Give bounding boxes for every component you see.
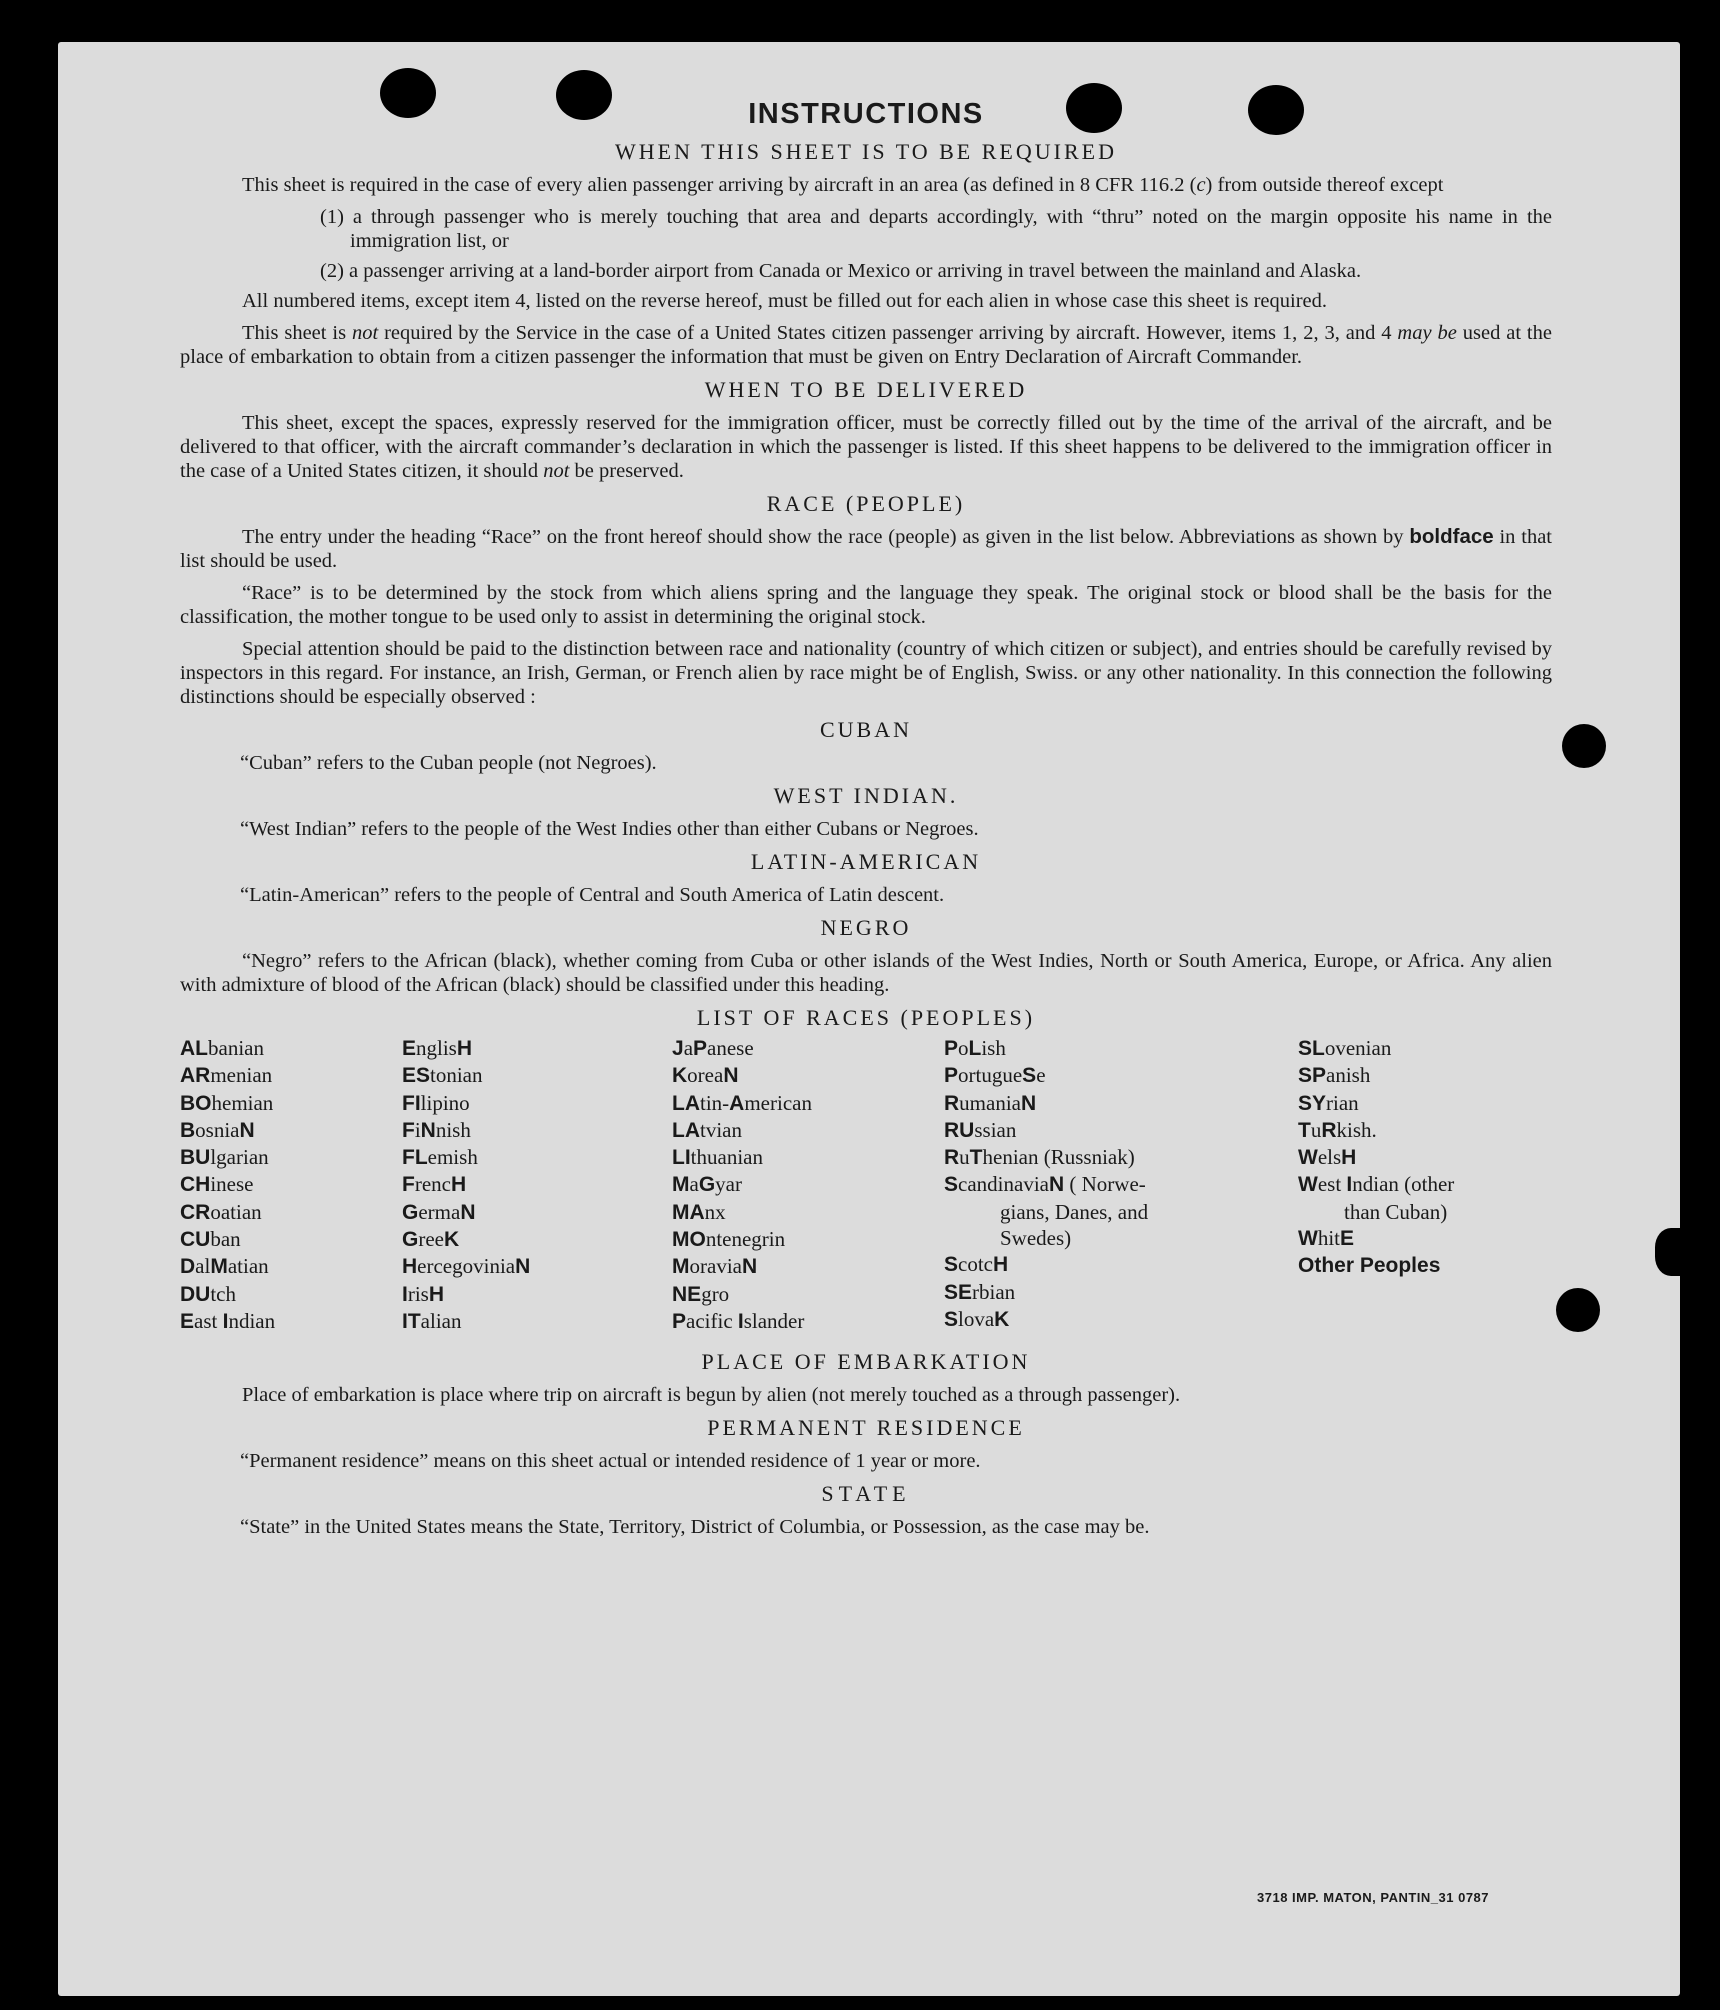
- race-abbrev: R: [944, 1091, 960, 1115]
- race-text: ban: [210, 1227, 241, 1252]
- race-abbrev: SL: [1298, 1037, 1325, 1060]
- race-item: [944, 1251, 1148, 1278]
- race-abbrev: N: [460, 1200, 476, 1224]
- race-abbrev: P: [693, 1037, 708, 1060]
- race-text: kish.: [1336, 1117, 1377, 1142]
- race-text: ercegovinia: [417, 1254, 516, 1279]
- race-abbrev: I: [737, 1309, 744, 1333]
- race-item: [180, 1144, 275, 1171]
- race-text: yar: [715, 1172, 742, 1197]
- section-heading-cuban: CUBAN: [819, 717, 912, 742]
- race-item: [402, 1144, 530, 1171]
- paragraph: [180, 525, 1552, 573]
- race-text: e: [1036, 1063, 1046, 1088]
- race-text: els: [1317, 1145, 1342, 1170]
- race-abbrev: F: [402, 1118, 415, 1142]
- race-abbrev: S: [944, 1253, 959, 1277]
- race-text: henian (Russniak): [982, 1145, 1135, 1170]
- race-text: atian: [227, 1254, 269, 1279]
- race-abbrev: H: [1341, 1146, 1357, 1170]
- race-abbrev: B: [180, 1118, 196, 1142]
- race-text: lova: [958, 1306, 995, 1331]
- race-item: [944, 1199, 1148, 1225]
- race-abbrev: W: [1298, 1227, 1318, 1251]
- paragraph: “Latin-American” refers to the people of Central and South America of Latin descent.: [240, 884, 945, 906]
- punch-hole: [1556, 1288, 1600, 1332]
- race-column: [180, 1035, 275, 1335]
- race-item: [402, 1117, 530, 1144]
- race-item: [180, 1253, 275, 1280]
- race-item: [1298, 1144, 1454, 1171]
- race-abbrev: P: [672, 1309, 687, 1333]
- text: This sheet, except the spaces, expressly reserved for the immigration officer, must be correctly filled out by the time of the arrival of the aircraft, and be delivered to that officer, with the aircraft commander’s declaration in which the passenger is listed. If this sheet happens to be delivered to the immigration officer in the case of a United States citizen, it should: [180, 412, 1552, 482]
- race-abbrev: M: [672, 1255, 690, 1279]
- section-heading-embarkation: PLACE OF EMBARKATION: [701, 1349, 1031, 1374]
- race-text: ( Norwe-: [1064, 1172, 1146, 1197]
- race-text: u: [1310, 1117, 1322, 1142]
- race-text: ndian: [228, 1308, 276, 1333]
- race-abbrev: J: [672, 1037, 684, 1060]
- race-text: thuanian: [690, 1145, 763, 1170]
- race-item: [944, 1279, 1148, 1306]
- paragraph: [180, 411, 1552, 483]
- race-abbrev: N: [741, 1255, 758, 1279]
- race-abbrev: BO: [180, 1091, 212, 1115]
- race-column: [672, 1035, 812, 1335]
- punch-hole: [1562, 724, 1606, 768]
- race-item: [1298, 1199, 1454, 1225]
- race-text: hit: [1317, 1226, 1340, 1251]
- race-abbrev: FI: [402, 1091, 421, 1115]
- race-abbrev: IT: [402, 1309, 421, 1333]
- race-item: [1298, 1035, 1454, 1062]
- race-abbrev: G: [698, 1173, 716, 1197]
- page-notch: [1655, 1228, 1695, 1276]
- race-list: [180, 1035, 1552, 1341]
- race-item: [180, 1171, 275, 1198]
- race-item: [672, 1226, 812, 1253]
- race-text: rian: [1326, 1090, 1359, 1115]
- race-abbrev: N: [515, 1255, 531, 1279]
- section-heading-residence: PERMANENT RESIDENCE: [707, 1415, 1025, 1440]
- race-abbrev: N: [1048, 1173, 1065, 1197]
- race-abbrev: P: [944, 1037, 959, 1060]
- text-bold: boldface: [1409, 525, 1494, 548]
- exception-item-2: (2) a passenger arriving at a land-border airport from Canada or Mexico or arriving in travel between the mainland and Alaska.: [320, 260, 1362, 282]
- race-text: oravia: [689, 1254, 742, 1279]
- race-abbrev: SP: [1298, 1064, 1327, 1088]
- race-item: [944, 1225, 1148, 1251]
- race-abbrev: R: [1321, 1118, 1337, 1142]
- race-item: [402, 1090, 530, 1117]
- race-abbrev: W: [1298, 1173, 1318, 1197]
- race-text: cotc: [958, 1252, 993, 1277]
- paragraph: “Permanent residence” means on this sheet actual or intended residence of 1 year or more.: [240, 1450, 981, 1472]
- race-item: [672, 1144, 812, 1171]
- race-abbrev: T: [1298, 1118, 1311, 1142]
- race-text: merican: [744, 1090, 812, 1115]
- race-item: [402, 1062, 530, 1089]
- text: ) from outside thereof except: [1205, 174, 1444, 196]
- race-abbrev: S: [944, 1173, 959, 1197]
- race-abbrev: H: [456, 1037, 473, 1060]
- section-heading-west-indian: WEST INDIAN.: [773, 783, 959, 808]
- paragraph: “Negro” refers to the African (black), whether coming from Cuba or other islands of the West Indies, North or South America, Europe, or Africa. Any alien with admixture of blood of the African (black) should be classified under this heading.: [180, 950, 1552, 996]
- race-item: [180, 1090, 275, 1117]
- race-item: [944, 1090, 1148, 1117]
- race-text: al: [195, 1254, 211, 1279]
- race-item: [672, 1090, 812, 1117]
- paragraph: [180, 173, 1552, 197]
- race-abbrev: I: [222, 1309, 229, 1333]
- race-text: anish: [1326, 1063, 1371, 1088]
- race-abbrev: H: [450, 1173, 467, 1197]
- race-text: menian: [210, 1063, 273, 1088]
- paragraph: Special attention should be paid to the distinction between race and nationality (country of which citizen or subject), and entries should be carefully revised by inspectors in this regard. For instance, an Irish, German, or French alien by race might be of English, Swiss. or any other nationality. In this connection the following distinctions should be especially observed :: [180, 638, 1552, 708]
- race-abbrev: MA: [672, 1200, 705, 1224]
- race-abbrev: N: [420, 1118, 436, 1142]
- race-abbrev: LI: [672, 1146, 691, 1170]
- race-abbrev: I: [1346, 1173, 1353, 1197]
- race-item: [944, 1171, 1148, 1198]
- race-item: [180, 1035, 275, 1062]
- race-abbrev: H: [402, 1255, 418, 1279]
- race-item: [180, 1226, 275, 1253]
- race-item: [944, 1306, 1148, 1333]
- race-text: anese: [707, 1036, 754, 1060]
- race-text: renc: [414, 1172, 451, 1197]
- race-text: ortugue: [958, 1063, 1023, 1088]
- race-text: ssian: [974, 1117, 1017, 1142]
- race-abbrev: W: [1298, 1146, 1318, 1170]
- race-abbrev: G: [402, 1200, 419, 1224]
- race-abbrev: K: [672, 1064, 688, 1088]
- race-text: tonian: [430, 1063, 483, 1088]
- race-abbrev: P: [944, 1064, 959, 1088]
- race-abbrev: M: [210, 1255, 228, 1279]
- section-heading-list-of-races: LIST OF RACES (PEOPLES): [696, 1005, 1036, 1030]
- race-text: hemian: [211, 1090, 274, 1115]
- race-abbrev: CR: [180, 1200, 211, 1224]
- race-text: lgarian: [210, 1145, 269, 1170]
- race-text: candinavia: [958, 1172, 1049, 1197]
- race-text: a: [683, 1036, 694, 1060]
- race-abbrev: BU: [180, 1146, 211, 1170]
- race-text: banian: [208, 1036, 264, 1060]
- race-item: [672, 1171, 812, 1198]
- text: The entry under the heading “Race” on the front hereof should show the race (people) as given in the list below. Abbreviations as shown by: [242, 526, 1410, 548]
- page-title: INSTRUCTIONS: [748, 98, 984, 130]
- race-text: than Cuban): [1344, 1199, 1448, 1224]
- race-text: ree: [418, 1227, 444, 1252]
- race-abbrev: AL: [180, 1037, 208, 1060]
- race-text: lipino: [420, 1090, 470, 1115]
- race-text: acific: [686, 1308, 738, 1333]
- text: This sheet is: [242, 322, 352, 344]
- race-text: est: [1317, 1172, 1347, 1197]
- race-text: i: [414, 1117, 421, 1142]
- race-text: alian: [420, 1308, 462, 1333]
- race-abbrev: E: [402, 1037, 417, 1060]
- race-item: [180, 1117, 275, 1144]
- race-abbrev: M: [672, 1173, 690, 1197]
- race-item: [402, 1199, 530, 1226]
- race-abbrev: E: [1340, 1227, 1355, 1251]
- race-item: [672, 1253, 812, 1280]
- race-abbrev: N: [239, 1118, 255, 1142]
- race-abbrev: DU: [180, 1282, 211, 1306]
- race-text: gro: [701, 1281, 730, 1306]
- race-text: ish: [981, 1036, 1006, 1060]
- race-abbrev: LA: [672, 1091, 700, 1115]
- race-text: a: [689, 1172, 699, 1197]
- race-item: [402, 1253, 530, 1280]
- paragraph: “West Indian” refers to the people of the West Indies other than either Cubans or Negroes.: [240, 818, 979, 840]
- race-text: rbian: [972, 1279, 1016, 1304]
- race-text: u: [959, 1145, 970, 1170]
- race-item: [944, 1035, 1148, 1062]
- race-item: [1298, 1090, 1454, 1117]
- race-item: [672, 1199, 812, 1226]
- race-text: tin-: [700, 1090, 730, 1115]
- paragraph: All numbered items, except item 4, listed on the reverse hereof, must be filled out for each alien in whose case this sheet is required.: [242, 290, 1328, 312]
- race-text: ntenegrin: [705, 1227, 786, 1252]
- text: This sheet is required in the case of every alien passenger arriving by aircraft in an area (as defined in 8 CFR 116.2 (: [242, 174, 1197, 196]
- section-heading-negro: NEGRO: [820, 915, 912, 940]
- race-text: ris: [407, 1281, 429, 1306]
- race-text: umania: [959, 1090, 1021, 1115]
- race-item: [180, 1199, 275, 1226]
- race-item: [672, 1035, 812, 1062]
- race-text: nish: [435, 1117, 471, 1142]
- race-item: [180, 1062, 275, 1089]
- race-text: slander: [743, 1308, 805, 1333]
- race-column: [944, 1035, 1148, 1333]
- paragraph: “Cuban” refers to the Cuban people (not Negroes).: [240, 752, 657, 774]
- race-text: nx: [704, 1199, 726, 1224]
- race-column: [402, 1035, 530, 1335]
- race-abbrev: I: [402, 1282, 408, 1306]
- race-text: ovenian: [1324, 1036, 1392, 1060]
- race-abbrev: SY: [1298, 1091, 1327, 1115]
- race-item: [944, 1117, 1148, 1144]
- race-item: [1298, 1225, 1454, 1252]
- race-abbrev: R: [944, 1146, 960, 1170]
- race-abbrev: FL: [402, 1146, 428, 1170]
- paragraph: Place of embarkation is place where trip on aircraft is begun by alien (not merely touched as a through passenger).: [242, 1384, 1181, 1406]
- race-abbrev: S: [944, 1307, 959, 1331]
- race-text: osnia: [195, 1117, 240, 1142]
- text-italic: may be: [1397, 322, 1457, 344]
- instructions-content: [180, 98, 1552, 1547]
- race-item: [1298, 1252, 1454, 1279]
- race-abbrev: A: [729, 1091, 745, 1115]
- race-abbrev: SE: [944, 1280, 973, 1304]
- race-abbrev: G: [402, 1228, 419, 1252]
- race-abbrev: E: [180, 1309, 195, 1333]
- race-text: gians, Danes, and: [1000, 1199, 1149, 1224]
- race-abbrev: H: [993, 1253, 1009, 1277]
- race-abbrev: D: [180, 1255, 196, 1279]
- race-text: nglis: [416, 1036, 457, 1060]
- text-italic: not: [351, 322, 379, 344]
- race-abbrev: NE: [672, 1282, 702, 1306]
- race-item: [402, 1171, 530, 1198]
- race-abbrev: F: [402, 1173, 415, 1197]
- race-item: [1298, 1117, 1454, 1144]
- race-text: o: [958, 1036, 969, 1060]
- race-abbrev: Other Peoples: [1298, 1254, 1441, 1278]
- race-item: [402, 1226, 530, 1253]
- paragraph: “Race” is to be determined by the stock from which aliens spring and the language they speak. The original stock or blood shall be the basis for the classification, the mother tongue to be used only to assist in determining the original stock.: [180, 582, 1552, 628]
- text-italic: c: [1196, 174, 1206, 196]
- race-abbrev: AR: [180, 1064, 211, 1088]
- race-item: [1298, 1062, 1454, 1089]
- text: be preserved.: [569, 460, 684, 482]
- race-text: oatian: [210, 1199, 262, 1224]
- race-item: [672, 1308, 812, 1335]
- race-abbrev: L: [968, 1037, 982, 1060]
- race-item: [1298, 1171, 1454, 1198]
- race-item: [944, 1062, 1148, 1089]
- section-heading-latin-american: LATIN-AMERICAN: [750, 849, 982, 874]
- race-text: ast: [194, 1308, 223, 1333]
- race-item: [672, 1117, 812, 1144]
- race-item: [180, 1281, 275, 1308]
- race-abbrev: K: [994, 1307, 1010, 1331]
- race-text: inese: [210, 1172, 254, 1197]
- race-abbrev: RU: [944, 1118, 975, 1142]
- race-abbrev: CU: [180, 1228, 211, 1252]
- race-abbrev: K: [443, 1228, 460, 1252]
- race-text: emish: [427, 1145, 478, 1170]
- race-text: tch: [210, 1281, 236, 1306]
- section-heading-race: RACE (PEOPLE): [766, 491, 966, 516]
- race-column: [1298, 1035, 1454, 1280]
- text-italic: not: [543, 460, 570, 482]
- race-item: [180, 1308, 275, 1335]
- paragraph: [180, 321, 1552, 369]
- race-text: tvian: [700, 1117, 742, 1142]
- text: used at the place of embarkation to obtain from a citizen passenger the information that must be given on Entry Declaration of Aircraft Commander.: [180, 322, 1552, 368]
- race-item: [402, 1035, 530, 1062]
- race-item: [672, 1062, 812, 1089]
- race-text: erma: [418, 1199, 461, 1224]
- race-item: [402, 1281, 530, 1308]
- race-abbrev: MO: [672, 1228, 706, 1252]
- race-item: [944, 1144, 1148, 1171]
- section-heading-required: WHEN THIS SHEET IS TO BE REQUIRED: [615, 139, 1117, 164]
- race-text: orea: [687, 1063, 724, 1088]
- printer-code: 3718 IMP. MATON, PANTIN_31 0787: [1257, 1890, 1490, 1905]
- race-abbrev: N: [1020, 1091, 1037, 1115]
- race-abbrev: CH: [180, 1173, 211, 1197]
- section-heading-delivered: WHEN TO BE DELIVERED: [704, 377, 1028, 402]
- text: required by the Service in the case of a United States citizen passenger arriving by aircraft. However, items 1, 2, 3, and 4: [378, 322, 1398, 344]
- race-item: [672, 1281, 812, 1308]
- race-abbrev: N: [723, 1064, 739, 1088]
- race-item: [402, 1308, 530, 1335]
- race-abbrev: ES: [402, 1064, 431, 1088]
- text: in that list should be used.: [180, 526, 1552, 572]
- paragraph: “State” in the United States means the State, Territory, District of Columbia, or Possession, as the case may be.: [240, 1516, 1150, 1538]
- race-abbrev: H: [428, 1282, 445, 1306]
- race-text: Swedes): [1000, 1226, 1072, 1251]
- race-abbrev: LA: [672, 1118, 700, 1142]
- race-abbrev: T: [969, 1146, 983, 1170]
- race-abbrev: S: [1022, 1064, 1037, 1088]
- exception-item-1: (1) a through passenger who is merely touching that area and departs accordingly, with “thru” noted on the margin opposite his name in the immigration list, or: [320, 206, 1552, 252]
- section-heading-state: STATE: [821, 1481, 911, 1506]
- race-text: ndian (other: [1352, 1172, 1455, 1197]
